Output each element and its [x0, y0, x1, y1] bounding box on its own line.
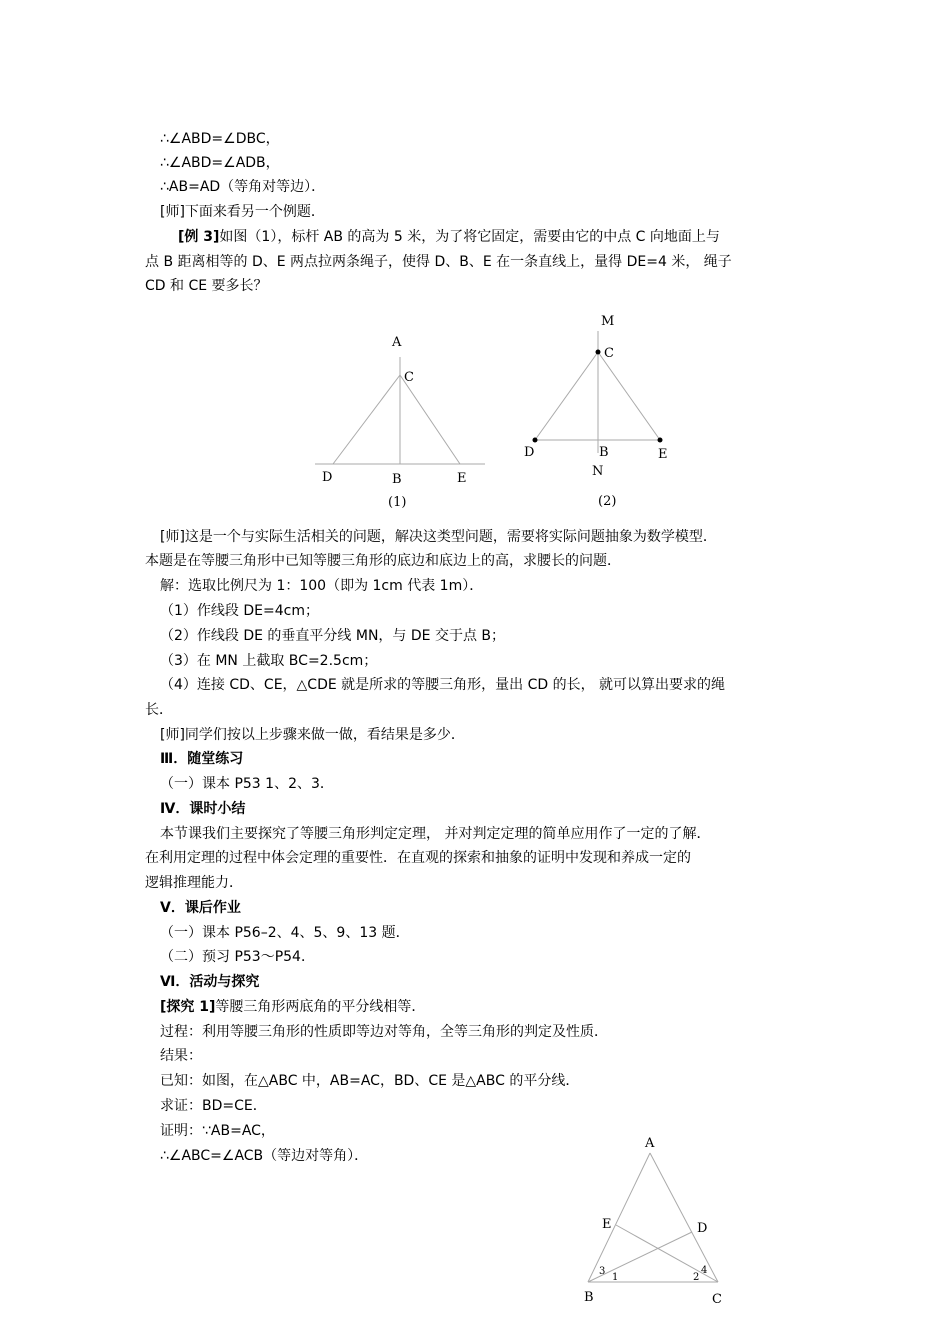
text-line: ∴AB=AD（等角对等边）． [160, 179, 326, 195]
label-e: E [658, 447, 668, 462]
explore-tag: [探究 1] [160, 999, 216, 1015]
figure-caption: (2) [598, 494, 617, 509]
label-m: M [601, 314, 615, 329]
section-heading: Ⅴ．课后作业 [160, 900, 241, 916]
list-item: （二）预习 P53～P54． [160, 949, 315, 965]
list-item: （一）课本 P56–2、4、5、9、13 题． [160, 925, 410, 941]
step-line: （2）作线段 DE 的垂直平分线 MN，与 DE 交于点 B； [160, 628, 506, 644]
label-c: C [404, 370, 414, 385]
text-line: 已知：如图，在△ABC 中，AB=AC，BD、CE 是△ABC 的平分线． [160, 1073, 580, 1089]
point-c [596, 350, 601, 355]
text-line: [师]同学们按以上步骤来做一做，看结果是多少． [160, 727, 465, 743]
section-heading: Ⅲ．随堂练习 [160, 751, 244, 767]
step-line: （3）在 MN 上截取 BC=2.5cm； [160, 653, 378, 669]
text-line: 过程：利用等腰三角形的性质即等边对等角，全等三角形的判定及性质． [160, 1024, 608, 1040]
label-b: B [392, 472, 402, 487]
explore-text: 等腰三角形两底角的平分线相等． [215, 999, 426, 1015]
step-line: （1）作线段 DE=4cm； [160, 603, 319, 619]
text-line: 证明：∵AB=AC， [160, 1123, 275, 1139]
angle-2: 2 [693, 1272, 700, 1283]
angle-4: 4 [701, 1265, 708, 1276]
angle-1: 1 [612, 1272, 619, 1283]
text-line: 解：选取比例尺为 1：100（即为 1cm 代表 1m）． [160, 578, 484, 594]
label-d: D [697, 1221, 708, 1236]
label-e: E [457, 471, 467, 486]
example-3-line-2: 点 B 距离相等的 D、E 两点拉两条绳子，使得 D、B、E 在一条直线上，量得 DE=4 米， 绳子 [145, 254, 732, 270]
label-a: A [392, 335, 402, 350]
label-b: B [584, 1290, 594, 1305]
example-text: 如图（1），标杆 AB 的高为 5 米，为了将它固定，需要由它的中点 C 向地面上与 [219, 229, 720, 245]
label-e: E [602, 1217, 612, 1232]
label-c: C [604, 346, 614, 361]
step-line: （4）连接 CD、CE，△CDE 就是所求的等腰三角形，量出 CD 的长， 就可以算出要求的绳 [160, 677, 726, 693]
text-line: 结果： [160, 1048, 202, 1064]
example-3-line-1 [178, 225, 858, 249]
text-line: 在利用定理的过程中体会定理的重要性．在直观的探索和抽象的证明中发现和养成一定的 [145, 850, 691, 866]
label-n: N [592, 464, 604, 479]
section-heading: Ⅳ．课时小结 [160, 801, 246, 817]
figure-1 [305, 325, 505, 515]
label-a: A [645, 1136, 655, 1151]
text-line: ∴∠ABD=∠ADB， [160, 155, 280, 171]
label-b: B [599, 445, 609, 460]
text-line: 求证：BD=CE． [160, 1098, 267, 1114]
explore-line [160, 995, 840, 1019]
label-d: D [322, 470, 333, 485]
figure-3 [570, 1128, 740, 1318]
section-heading: Ⅵ．活动与探究 [160, 974, 260, 990]
list-item: （一）课本 P53 1、2、3． [160, 776, 334, 792]
figure-caption: (1) [388, 495, 407, 510]
text-line: ∴∠ABD=∠DBC， [160, 131, 280, 147]
point-d [533, 438, 538, 443]
figure-2 [515, 305, 685, 515]
text-line: 逻辑推理能力． [145, 875, 243, 891]
angle-3: 3 [599, 1266, 606, 1277]
text-line: 本题是在等腰三角形中已知等腰三角形的底边和底边上的高，求腰长的问题． [145, 553, 621, 569]
example-3-line-3: CD 和 CE 要多长？ [145, 278, 268, 294]
text-line: [师]这是一个与实际生活相关的问题，解决这类型问题，需要将实际问题抽象为数学模型． [160, 529, 717, 545]
text-line: 本节课我们主要探究了等腰三角形判定定理， 并对判定定理的简单应用作了一定的了解． [160, 826, 711, 842]
label-d: D [524, 445, 535, 460]
label-c: C [712, 1292, 722, 1307]
example-tag: [例 3] [178, 229, 220, 245]
text-line: 长． [145, 702, 173, 718]
text-line: [师]下面来看另一个例题． [160, 204, 325, 220]
text-line: ∴∠ABC=∠ACB（等边对等角）． [160, 1148, 369, 1164]
point-e [658, 438, 663, 443]
